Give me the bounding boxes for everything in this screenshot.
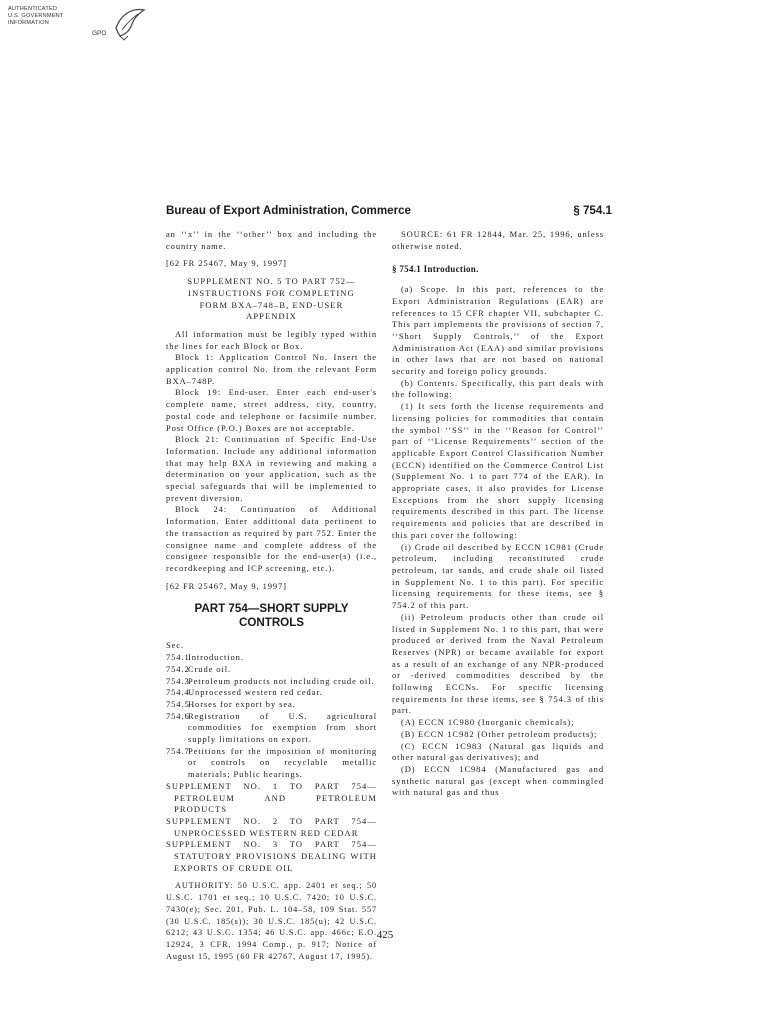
part-title-line: CONTROLS	[238, 616, 305, 630]
toc-entry	[166, 652, 377, 664]
paragraph: an ‘‘x’’ in the ‘‘other’’ box and including the country name.	[166, 229, 377, 251]
toc-title: Crude oil.	[188, 663, 231, 674]
list-item: (A) ECCN 1C980 (Inorganic chemicals);	[401, 717, 575, 728]
toc-supplement: SUPPLEMENT NO. 3 TO PART 754—STATUTORY PROVISIONS DEALING WITH EXPORTS OF CRUDE OIL	[166, 839, 377, 873]
paragraph: Block 19: End-user. Enter each end-user's complete name, street address, city, country, postal code and telephone or facsimile number. Post Office (P.O.) Boxes are not acceptable.	[166, 387, 377, 433]
toc-title: Registration of U.S. agricultural commodities for exemption from short supply limitations on export.	[188, 710, 377, 745]
paragraph: (b) Contents. Specifically, this part deals with the following:	[392, 377, 604, 400]
left-column	[166, 229, 377, 962]
eagle-icon	[112, 6, 146, 42]
toc-title: Horses for export by sea.	[188, 698, 296, 709]
logo-line: U.S. GOVERNMENT	[8, 13, 64, 19]
list-item: (B) ECCN 1C982 (Other petroleum products);	[401, 728, 598, 739]
toc-number: 754.3	[166, 675, 190, 686]
page-number: 425	[376, 929, 394, 941]
paragraph: (a) Scope. In this part, references to the Export Administration Regulations (EAR) are references to 15 CFR chapter VII, subchapter C. This part implements the provisions of section 7, ‘‘Short Supply Controls,’’ of the Export Administration Act (EAA) and similar provisions in other laws that are not based on national security and foreign policy grounds.	[392, 284, 604, 377]
citation: [62 FR 25467, May 9, 1997]	[166, 258, 287, 269]
logo-line: INFORMATION	[8, 20, 49, 26]
toc-entry	[166, 699, 377, 711]
authority-note: AUTHORITY: 50 U.S.C. app. 2401 et seq.; 50 U.S.C. 1701 et seq.; 10 U.S.C. 7420; 10 U.S.C. 7430(e); Sec. 201, Pub. L. 104–58, 109 Stat. 557 (30 U.S.C. 185(s)); 30 U.S.C. 185(u); 42 U.S.C. 6212; 43 U.S.C. 1354; 46 U.S.C. app. 466c; E.O. 12924, 3 CFR, 1994 Comp., p. 917; Notice of August 15, 1995 (60 FR 42767, August 17, 1995).	[166, 881, 377, 961]
source-note: SOURCE: 61 FR 12844, Mar. 25, 1996, unless otherwise noted.	[392, 229, 604, 251]
toc-title: Unprocessed western red cedar.	[188, 687, 323, 698]
toc-title: Petitions for the imposition of monitoring or controls on recyclable metallic materials; Public hearings.	[188, 745, 377, 780]
paragraph: Block 1: Application Control No. Insert the application control No. from the relevant Form BXA–748P.	[166, 352, 377, 386]
toc-label: Sec.	[166, 640, 184, 651]
agency-header: Bureau of Export Administration, Commerce	[166, 204, 412, 217]
toc-number: 754.2	[166, 663, 190, 674]
logo-gpo: GPO	[92, 30, 107, 37]
paragraph: Block 24: Continuation of Additional Information. Enter additional data pertinent to the transaction as required by part 752. Enter the consignee name and complete address of the consignee responsible for the end-user(s) (i.e., recordkeeping and ICP screening, etc.).	[166, 504, 377, 573]
paragraph: (ii) Petroleum products other than crude oil listed in Supplement No. 1 to this part, that were produced or derived from the Naval Petroleum Reserves (NPR) or became available for export as a result of an exchange of any NPR-produced or -derived commodities described by the following ECCNs. For specific licensing requirements for these items, see § 754.3 of this part.	[392, 611, 604, 716]
part-title	[166, 602, 377, 630]
paragraph: Block 21: Continuation of Specific End-Use Information. Include any additional information that may help BXA in reviewing and making a determination on your application, such as the special safeguards that will be implemented to prevent diversion.	[166, 434, 377, 503]
toc-entry	[166, 687, 377, 699]
toc-entry	[166, 746, 377, 781]
toc-number: 754.1	[166, 652, 190, 663]
toc-number: 754.4	[166, 687, 190, 698]
toc-entry	[166, 711, 377, 746]
toc-number: 754.5	[166, 698, 190, 709]
list-item: (D) ECCN 1C984 (Manufactured gas and synthetic natural gas (except when commingled with natural gas and thus	[392, 763, 604, 798]
paragraph: All information must be legibly typed within the lines for each Block or Box.	[166, 328, 377, 351]
logo-line: AUTHENTICATED	[8, 6, 58, 12]
toc-supplement: SUPPLEMENT NO. 1 TO PART 754—PETROLEUM AND PETROLEUM PRODUCTS	[166, 780, 377, 815]
paragraph: (i) Crude oil described by ECCN 1C981 (Crude petroleum, including reconstituted crude petroleum, tar sands, and crude shale oil listed in Supplement No. 1 to this part). For specific licensing requirements for these items, see § 754.2 of this part.	[392, 541, 604, 611]
section-header: § 754.1	[573, 204, 612, 217]
section-heading: § 754.1 Introduction.	[392, 264, 479, 275]
right-column	[392, 229, 604, 799]
toc-entry	[166, 664, 377, 676]
citation: [62 FR 25467, May 9, 1997]	[166, 580, 287, 591]
toc-title: Petroleum products not including crude oil.	[188, 675, 375, 686]
supplement-title: SUPPLEMENT NO. 5 TO PART 752—INSTRUCTIONS FOR COMPLETING FORM BXA–748–B, END-USER APPENDIX	[187, 276, 356, 322]
paragraph: (1) It sets forth the license requirements and licensing policies for commodities that contain the symbol ‘‘SS’’ in the ‘‘Reason for Control’’ part of ‘‘License Requirements’’ section of the applicable Export Control Classification Number (ECCN) identified on the Commerce Control List (Supplement No. 1 to part 774 of the EAR). In appropriate cases, it also provides for License Exceptions from the short supply licensing requirements described in this part. The license requirements and policies that are described in this part cover the following:	[392, 401, 604, 540]
toc-entry	[166, 676, 377, 688]
part-title-line: PART 754—SHORT SUPPLY	[194, 602, 349, 616]
running-header	[166, 204, 612, 220]
toc-supplement: SUPPLEMENT NO. 2 TO PART 754—UNPROCESSED WESTERN RED CEDAR	[166, 815, 377, 838]
toc-title: Introduction.	[188, 652, 244, 663]
list-item: (C) ECCN 1C983 (Natural gas liquids and other natural gas derivatives); and	[392, 740, 604, 763]
toc-number: 754.6	[166, 710, 190, 721]
toc-number: 754.7	[166, 745, 190, 756]
gpo-authentication-logo	[8, 6, 148, 48]
